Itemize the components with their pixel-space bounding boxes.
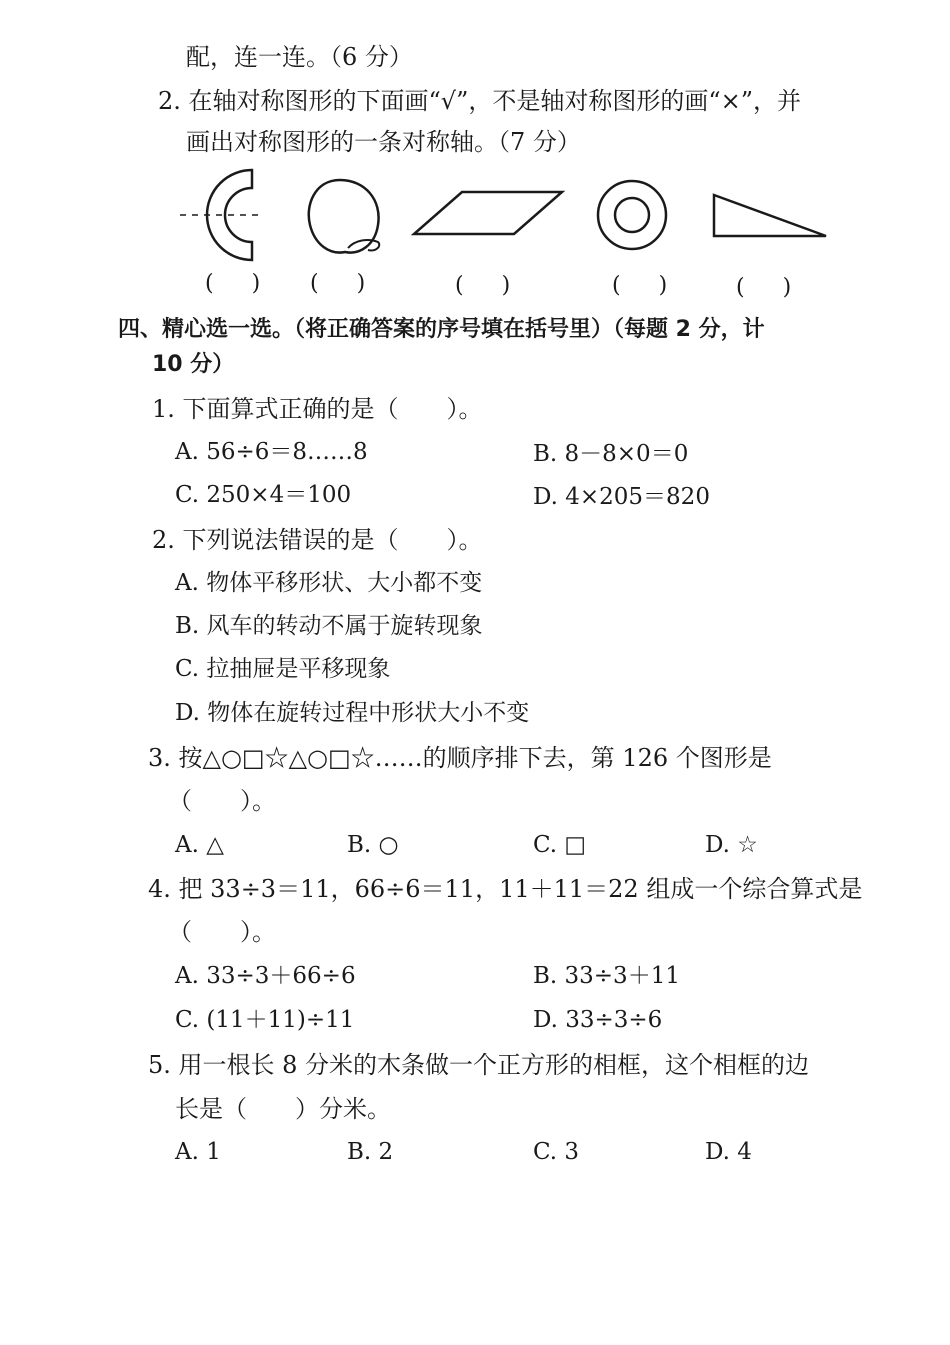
semicircle-ring-figure <box>180 170 262 260</box>
symmetry-figures <box>0 160 900 270</box>
q4-5-stem-line1: 5. 用一根长 8 分米的木条做一个正方形的相框，这个相框的边 <box>148 1051 810 1079</box>
q4-1-option-a[interactable]: A. 56÷6＝8……8 <box>175 439 368 465</box>
q4-5-stem-line2: 长是（ ）分米。 <box>175 1095 391 1123</box>
q4-4-option-c[interactable]: C. (11＋11)÷11 <box>175 1007 355 1033</box>
q4-5-option-b[interactable]: B. 2 <box>347 1139 394 1165</box>
q4-4-option-d[interactable]: D. 33÷3÷6 <box>533 1007 663 1033</box>
q4-1-option-c[interactable]: C. 250×4＝100 <box>175 482 352 508</box>
answer-blank-3[interactable]: ( ) <box>455 273 519 298</box>
q3-2-line1: 2. 在轴对称图形的下面画“√”，不是轴对称图形的画“×”，并 <box>158 87 802 115</box>
q3-intro-tail: 配，连一连。（6 分） <box>186 43 413 71</box>
section4-title-line2: 10 分） <box>152 352 235 377</box>
parallelogram-figure <box>414 192 562 234</box>
q4-4-option-b[interactable]: B. 33÷3＋11 <box>533 963 680 989</box>
answer-blank-2[interactable]: ( ) <box>310 271 374 296</box>
answer-blank-4[interactable]: ( ) <box>612 273 676 298</box>
right-triangle-figure <box>714 195 826 236</box>
q4-3-stem-line2: （ ）。 <box>168 787 276 815</box>
q4-1-option-b[interactable]: B. 8－8×0＝0 <box>533 441 689 467</box>
q4-5-option-c[interactable]: C. 3 <box>533 1139 580 1165</box>
section4-title-line1: 四、精心选一选。（将正确答案的序号填在括号里）（每题 2 分，计 <box>118 317 765 342</box>
q4-3-option-d[interactable]: D. ☆ <box>705 832 758 858</box>
q3-2-line2: 画出对称图形的一条对称轴。（7 分） <box>186 128 581 156</box>
q4-4-stem-line1: 4. 把 33÷3＝11，66÷6＝11，11＋11＝22 组成一个综合算式是 <box>148 875 863 903</box>
peach-figure <box>309 180 380 253</box>
ring-figure <box>598 181 666 249</box>
q4-3-option-b[interactable]: B. ○ <box>347 832 399 858</box>
q4-2-option-b[interactable]: B. 风车的转动不属于旋转现象 <box>175 613 483 639</box>
q4-3-option-a[interactable]: A. △ <box>175 832 224 858</box>
q4-2-option-c[interactable]: C. 拉抽屉是平移现象 <box>175 656 391 682</box>
q4-2-stem: 2. 下列说法错误的是（ ）。 <box>152 526 483 554</box>
q4-5-option-d[interactable]: D. 4 <box>705 1139 752 1165</box>
q4-4-option-a[interactable]: A. 33÷3＋66÷6 <box>175 963 356 989</box>
q4-3-stem-line1: 3. 按△○□☆△○□☆……的顺序排下去，第 126 个图形是 <box>148 744 772 772</box>
q4-2-option-d[interactable]: D. 物体在旋转过程中形状大小不变 <box>175 700 530 726</box>
q4-3-option-c[interactable]: C. □ <box>533 832 587 858</box>
q4-4-stem-line2: （ ）。 <box>168 918 276 946</box>
q4-2-option-a[interactable]: A. 物体平移形状、大小都不变 <box>175 570 483 596</box>
answer-blank-1[interactable]: ( ) <box>205 271 269 296</box>
q4-1-stem: 1. 下面算式正确的是（ ）。 <box>152 395 483 423</box>
q4-1-option-d[interactable]: D. 4×205＝820 <box>533 484 710 510</box>
q4-5-option-a[interactable]: A. 1 <box>175 1139 221 1165</box>
answer-blank-5[interactable]: ( ) <box>736 275 800 300</box>
